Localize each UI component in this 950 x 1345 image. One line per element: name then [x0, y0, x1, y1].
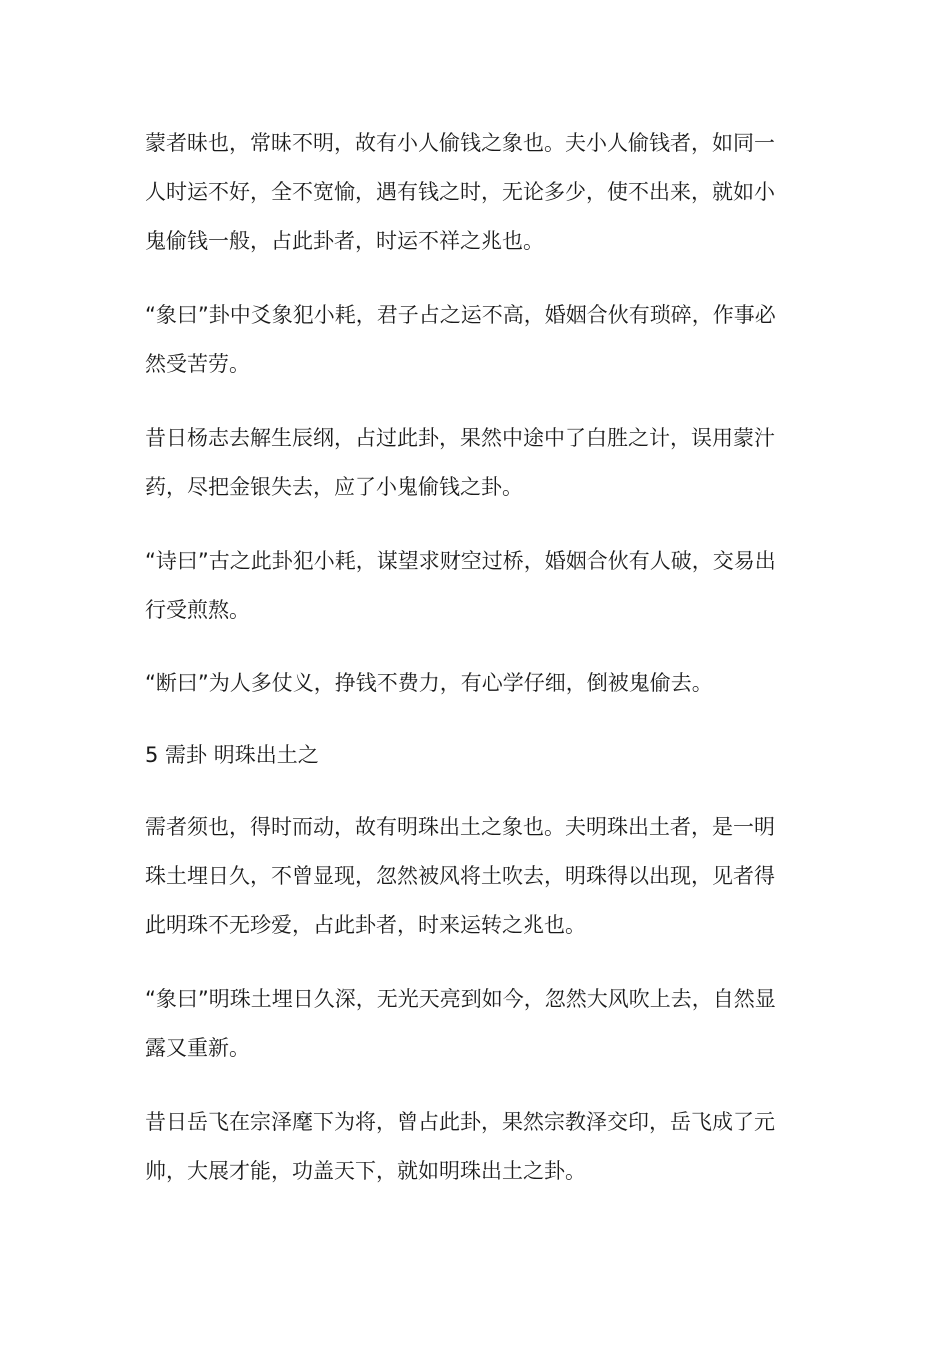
- text-line: 然受苦劳。: [145, 352, 250, 376]
- paragraph-meng-shi: [145, 537, 805, 635]
- paragraph-meng-duan: [145, 659, 805, 708]
- text-line: 此明珠不无珍爱，占此卦者，时来运转之兆也。: [145, 913, 586, 937]
- paragraph-xu-intro: [145, 803, 805, 950]
- text-line: 蒙者昧也，常昧不明，故有小人偷钱之象也。夫小人偷钱者，如同一: [145, 131, 775, 155]
- text-line: 人时运不好，全不宽愉，遇有钱之时，无论多少，使不出来，就如小: [145, 180, 775, 204]
- paragraph-meng-xiang: [145, 291, 805, 389]
- text-line: “象曰”卦中爻象犯小耗，君子占之运不高，婚姻合伙有琐碎，作事必: [145, 303, 776, 327]
- text-line: 珠土埋日久，不曾显现，忽然被风将土吹去，明珠得以出现，见者得: [145, 864, 775, 888]
- text-line: 需者须也，得时而动，故有明珠出土之象也。夫明珠出土者，是一明: [145, 815, 775, 839]
- text-line: “断曰”为人多仗义，挣钱不费力，有心学仔细，倒被鬼偷去。: [145, 671, 713, 695]
- text-line: “象曰”明珠土埋日久深，无光天亮到如今，忽然大风吹上去，自然显: [145, 987, 776, 1011]
- paragraph-xu-story: [145, 1098, 805, 1196]
- paragraph-meng-intro: [145, 119, 805, 266]
- text-line: 昔日岳飞在宗泽麾下为将，曾占此卦，果然宗教泽交印，岳飞成了元: [145, 1110, 775, 1134]
- text-line: 鬼偷钱一般，占此卦者，时运不祥之兆也。: [145, 229, 544, 253]
- text-line: 露又重新。: [145, 1036, 250, 1060]
- paragraph-meng-story: [145, 414, 805, 512]
- text-line: 行受煎熬。: [145, 598, 250, 622]
- text-line: 昔日杨志去解生辰纲，占过此卦，果然中途中了白胜之计，误用蒙汁: [145, 426, 775, 450]
- text-line: 药，尽把金银失去，应了小鬼偷钱之卦。: [145, 475, 523, 499]
- text-line: 帅，大展才能，功盖天下，就如明珠出土之卦。: [145, 1159, 586, 1183]
- text-line: “诗曰”古之此卦犯小耗，谋望求财空过桥，婚姻合伙有人破，交易出: [145, 549, 776, 573]
- paragraph-xu-xiang: [145, 975, 805, 1073]
- section-heading-xu: 5 需卦 明珠出土之: [145, 743, 319, 767]
